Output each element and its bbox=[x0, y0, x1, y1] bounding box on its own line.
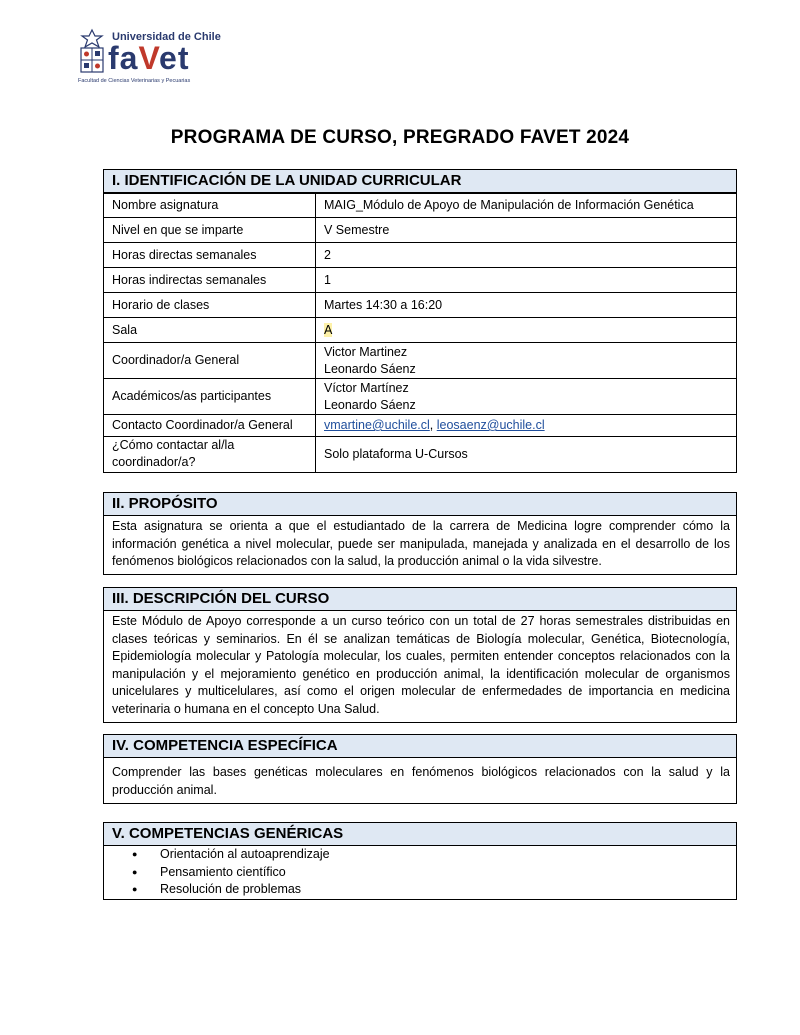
list-item: ● Resolución de problemas bbox=[150, 881, 736, 899]
row-label: Nivel en que se imparte bbox=[104, 218, 316, 243]
academic-name: Leonardo Sáenz bbox=[324, 397, 416, 412]
table-row bbox=[104, 379, 736, 415]
row-value: Martes 14:30 a 16:20 bbox=[316, 293, 737, 318]
section-descripcion bbox=[103, 587, 737, 723]
coordinator-name: Leonardo Sáenz bbox=[324, 361, 416, 376]
logo-university-name: Universidad de Chile bbox=[112, 31, 221, 43]
row-value: MAIG_Módulo de Apoyo de Manipulación de Información Genética bbox=[316, 194, 737, 218]
favet-logo bbox=[78, 28, 238, 90]
row-label: Sala bbox=[104, 318, 316, 343]
section-competencias-genericas bbox=[103, 822, 737, 900]
section-text: Comprender las bases genéticas moleculares en fenómenos biológicos relacionados con la salud y la producción animal. bbox=[112, 765, 730, 797]
section-text: Esta asignatura se orienta a que el estudiantado de la carrera de Medicina logre comprender cómo la información genética a nivel molecular, puede ser manipulada, manejada y analizada en el desarrollo de los fenómenos biológicos relacionados con la salud, la producción animal o la vida silvestre. bbox=[112, 519, 730, 569]
section-heading: III. DESCRIPCIÓN DEL CURSO bbox=[104, 588, 736, 611]
table-row bbox=[104, 318, 736, 343]
table-row bbox=[104, 437, 736, 472]
academic-name: Víctor Martínez bbox=[324, 380, 409, 395]
competencies-list bbox=[104, 846, 736, 899]
identification-table bbox=[104, 193, 736, 472]
table-row bbox=[104, 415, 736, 437]
table-row bbox=[104, 194, 736, 218]
row-label: ¿Cómo contactar al/la coordinador/a? bbox=[104, 437, 316, 472]
table-row bbox=[104, 218, 736, 243]
row-label: Coordinador/a General bbox=[104, 343, 316, 379]
section-text: Este Módulo de Apoyo corresponde a un curso teórico con un total de 27 horas semestrales distribuidas en clases teóricas y seminarios. En él se analizan temáticas de Biología molecular, Genética, Biotecnología, Epidemiología molecular y Patología molecular, los cuales, permiten entender conceptos relacionados con la manipulación y el mejoramiento genético en producción animal, la identificación molecular de organismos unicelulares y multicelulares, así como el origen molecular de enfermedades de importancia en medicina veterinaria o humana en el concepto Una Salud. bbox=[112, 614, 730, 716]
row-value: 1 bbox=[316, 268, 737, 293]
section-identificacion bbox=[103, 169, 737, 473]
list-item: ● Pensamiento científico bbox=[150, 864, 736, 882]
row-value: vmartine@uchile.cl, leosaenz@uchile.cl bbox=[316, 415, 737, 437]
section-heading: V. COMPETENCIAS GENÉRICAS bbox=[104, 823, 736, 846]
row-value: Solo plataforma U-Cursos bbox=[316, 437, 737, 472]
row-value bbox=[316, 318, 737, 343]
email-link-leosaenz[interactable]: leosaenz@uchile.cl bbox=[436, 418, 545, 432]
row-value bbox=[316, 343, 737, 379]
row-label: Académicos/as participantes bbox=[104, 379, 316, 415]
section-heading: I. IDENTIFICACIÓN DE LA UNIDAD CURRICULAR bbox=[104, 170, 736, 193]
row-label: Nombre asignatura bbox=[104, 194, 316, 218]
university-seal-icon bbox=[78, 28, 106, 74]
row-label: Horas indirectas semanales bbox=[104, 268, 316, 293]
logo-subtitle: Facultad de Ciencias Veterinarias y Pecuarias bbox=[78, 78, 191, 84]
list-item: ● Orientación al autoaprendizaje bbox=[150, 846, 736, 864]
table-row bbox=[104, 243, 736, 268]
table-row bbox=[104, 268, 736, 293]
sala-value: A bbox=[324, 322, 333, 337]
document-title: PROGRAMA DE CURSO, PREGRADO FAVET 2024 bbox=[170, 127, 630, 148]
section-heading: II. PROPÓSITO bbox=[104, 493, 736, 516]
section-heading: IV. COMPETENCIA ESPECÍFICA bbox=[104, 735, 736, 758]
table-row bbox=[104, 293, 736, 318]
table-row bbox=[104, 343, 736, 379]
section-proposito bbox=[103, 492, 737, 575]
section-competencia-especifica bbox=[103, 734, 737, 804]
logo-brand: faVet bbox=[108, 40, 190, 76]
row-value: 2 bbox=[316, 243, 737, 268]
row-label: Contacto Coordinador/a General bbox=[104, 415, 316, 437]
row-label: Horario de clases bbox=[104, 293, 316, 318]
email-link-vmartine[interactable]: vmartine@uchile.cl bbox=[324, 418, 430, 432]
logo-brand-v: V bbox=[138, 40, 160, 76]
row-label: Horas directas semanales bbox=[104, 243, 316, 268]
coordinator-name: Victor Martinez bbox=[324, 344, 408, 359]
row-value: V Semestre bbox=[316, 218, 737, 243]
row-value bbox=[316, 379, 737, 415]
